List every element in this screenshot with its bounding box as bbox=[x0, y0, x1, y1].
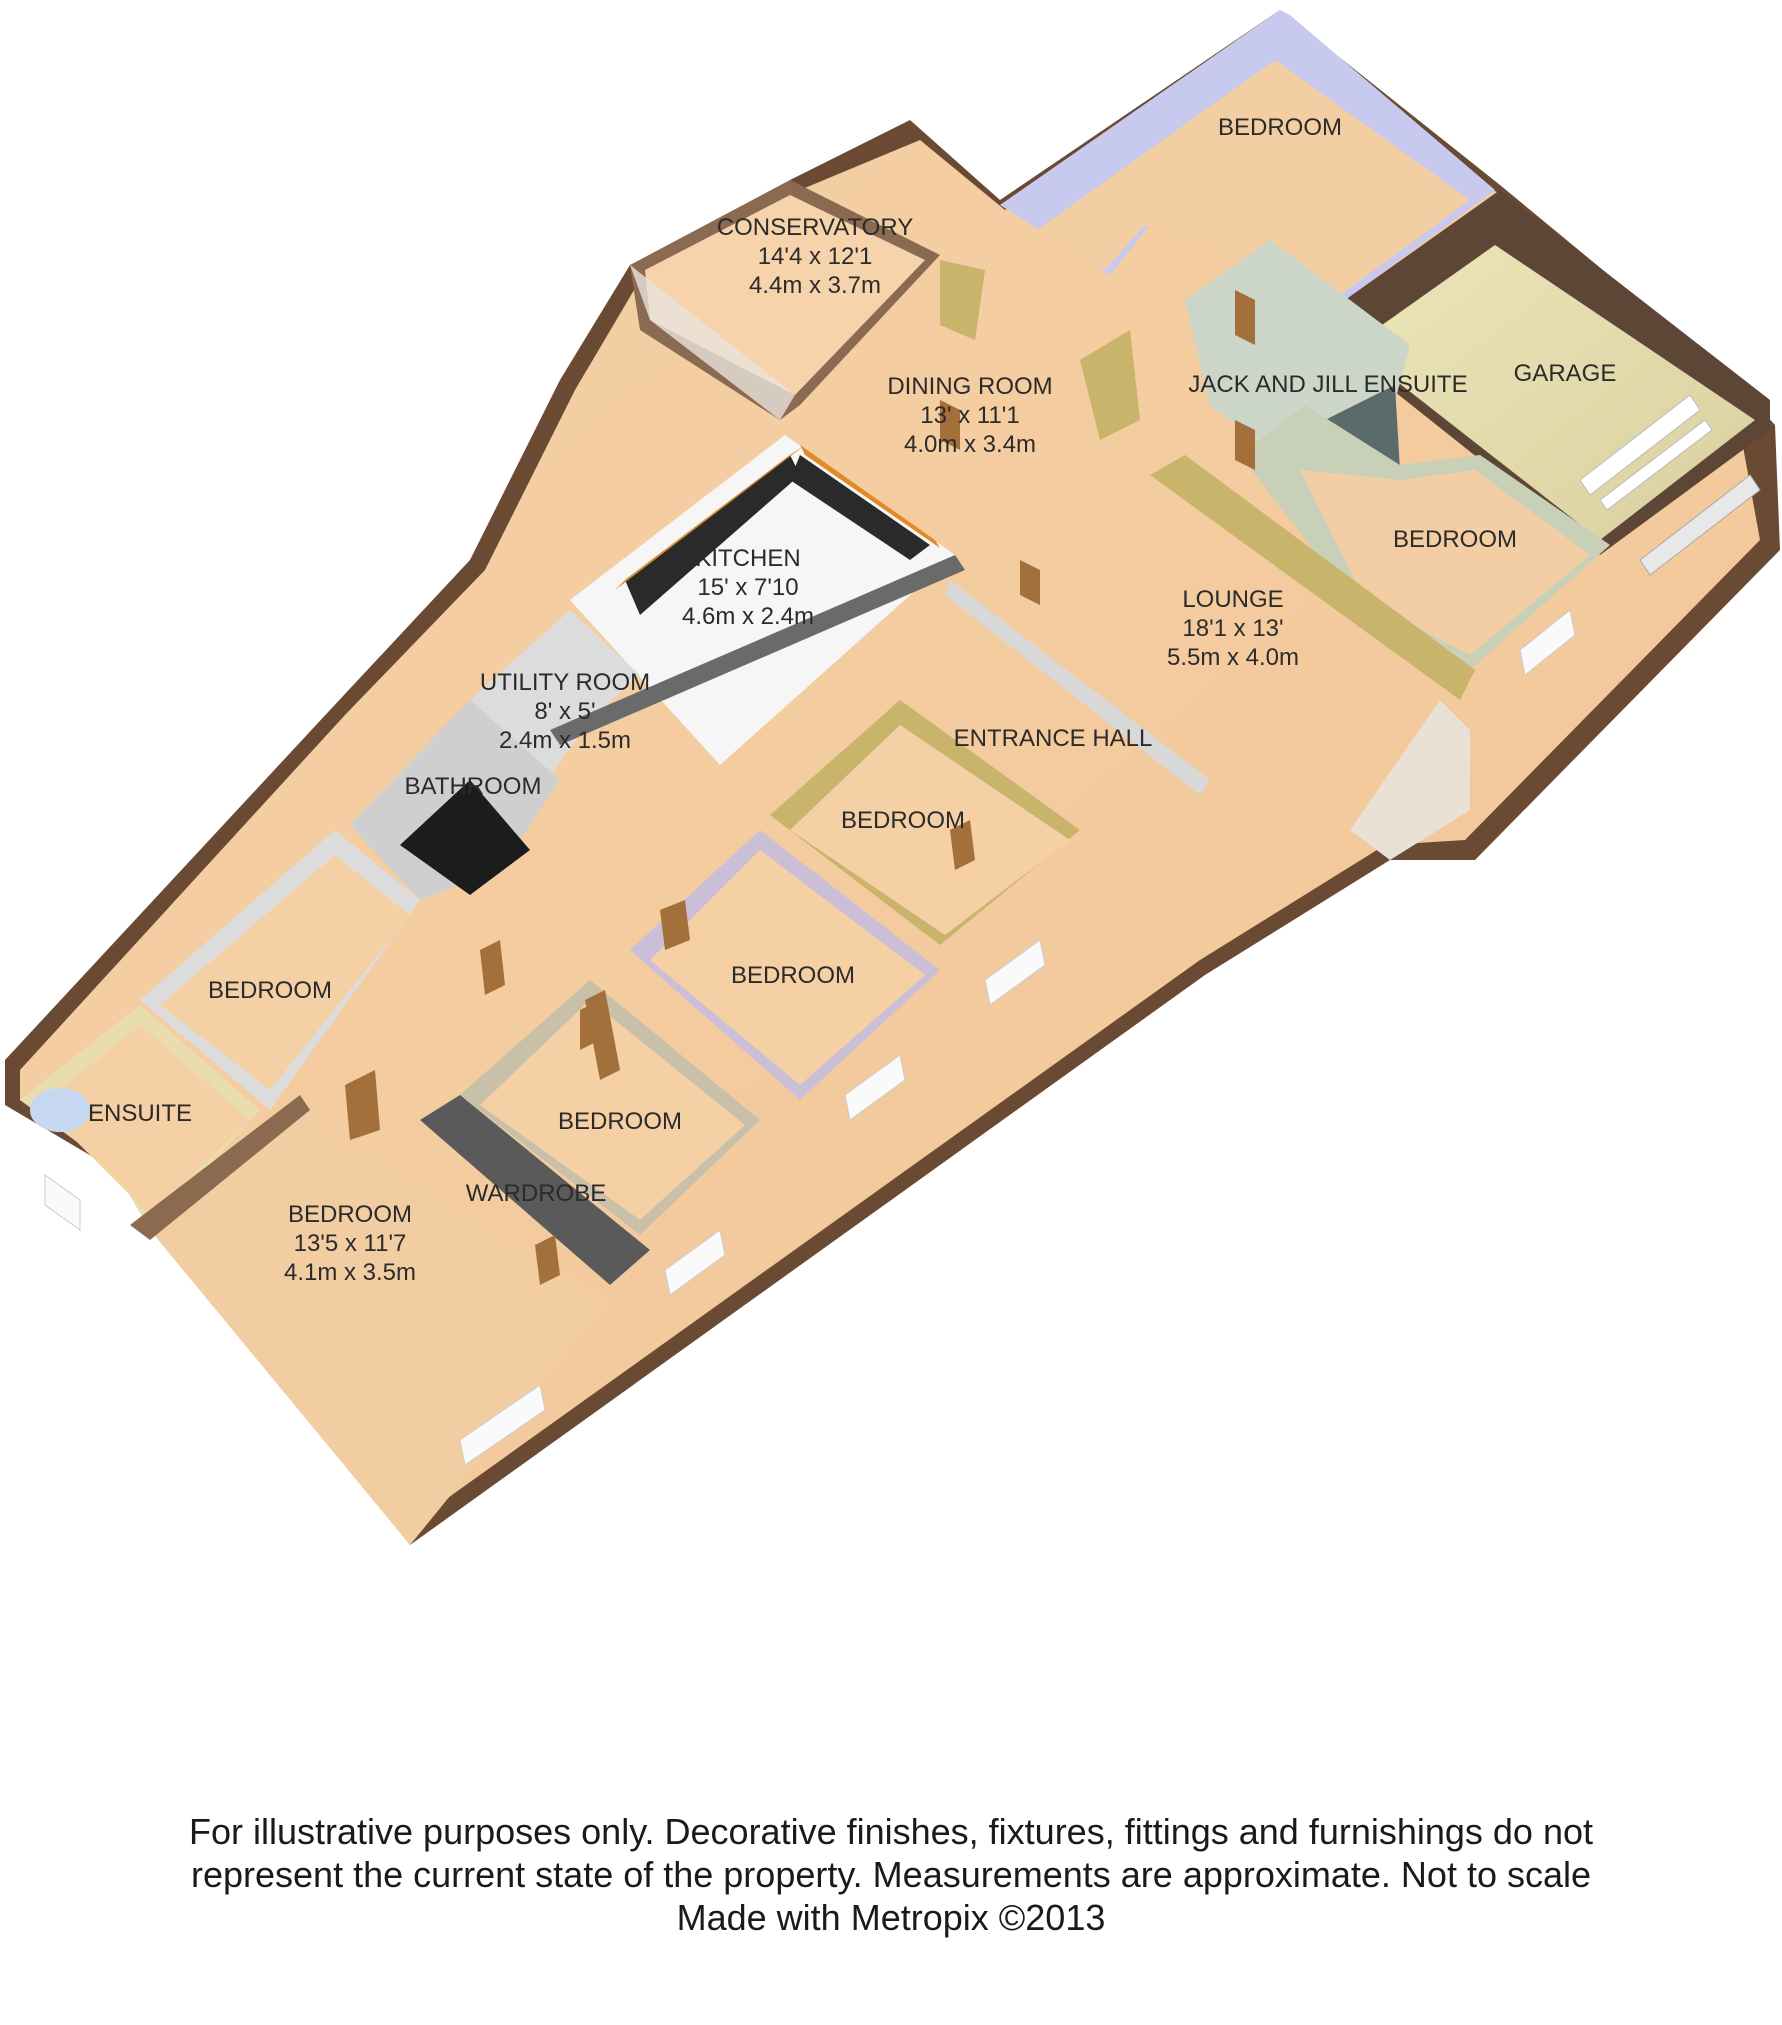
label-bedroom-mid2: BEDROOM bbox=[730, 962, 856, 989]
label-utility-room-dim-imperial: 8' x 5' bbox=[534, 698, 596, 725]
label-lounge: LOUNGE bbox=[1182, 586, 1284, 613]
label-dining-room-dim-metric: 4.0m x 3.4m bbox=[903, 431, 1037, 458]
label-bathroom: BATHROOM bbox=[404, 773, 542, 800]
label-bedroom-right: BEDROOM bbox=[1392, 526, 1518, 553]
disclaimer-line-3: Made with Metropix ©2013 bbox=[676, 1897, 1106, 1938]
label-utility-room: UTILITY ROOM bbox=[479, 669, 651, 696]
disclaimer-line-2: represent the current state of the property. Measurements are approximate. Not to scale bbox=[190, 1854, 1592, 1895]
label-kitchen: KITCHEN bbox=[695, 545, 801, 572]
label-garage: GARAGE bbox=[1513, 360, 1617, 387]
label-bedroom-main-dim-imperial: 13'5 x 11'7 bbox=[293, 1230, 407, 1257]
label-kitchen-dim-metric: 4.6m x 2.4m bbox=[681, 603, 815, 630]
label-dining-room-dim-imperial: 13' x 11'1 bbox=[920, 402, 1020, 429]
label-conservatory-dim-metric: 4.4m x 3.7m bbox=[748, 272, 882, 299]
label-bedroom-mid3: BEDROOM bbox=[557, 1108, 683, 1135]
label-conservatory-dim-imperial: 14'4 x 12'1 bbox=[757, 243, 873, 270]
label-bedroom-main: BEDROOM bbox=[287, 1201, 413, 1228]
disclaimer-line-1: For illustrative purposes only. Decorative finishes, fixtures, fittings and furnishings do not bbox=[189, 1811, 1593, 1852]
label-bedroom-top: BEDROOM bbox=[1217, 114, 1343, 141]
label-bedroom-main-dim-metric: 4.1m x 3.5m bbox=[283, 1259, 417, 1286]
label-wardrobe: WARDROBE bbox=[465, 1180, 607, 1207]
label-bedroom-left: BEDROOM bbox=[207, 977, 333, 1004]
label-utility-room-dim-metric: 2.4m x 1.5m bbox=[498, 727, 632, 754]
label-lounge-dim-metric: 5.5m x 4.0m bbox=[1166, 644, 1300, 671]
label-lounge-dim-imperial: 18'1 x 13' bbox=[1182, 615, 1284, 642]
label-conservatory: CONSERVATORY bbox=[716, 214, 914, 241]
disclaimer bbox=[0, 1810, 1782, 1939]
label-bedroom-mid1: BEDROOM bbox=[840, 807, 966, 834]
label-entrance-hall: ENTRANCE HALL bbox=[953, 725, 1153, 752]
label-kitchen-dim-imperial: 15' x 7'10 bbox=[697, 574, 799, 601]
label-ensuite: ENSUITE bbox=[87, 1100, 193, 1127]
label-dining-room: DINING ROOM bbox=[887, 373, 1053, 400]
label-jack-jill-ensuite: JACK AND JILL ENSUITE bbox=[1188, 371, 1468, 398]
